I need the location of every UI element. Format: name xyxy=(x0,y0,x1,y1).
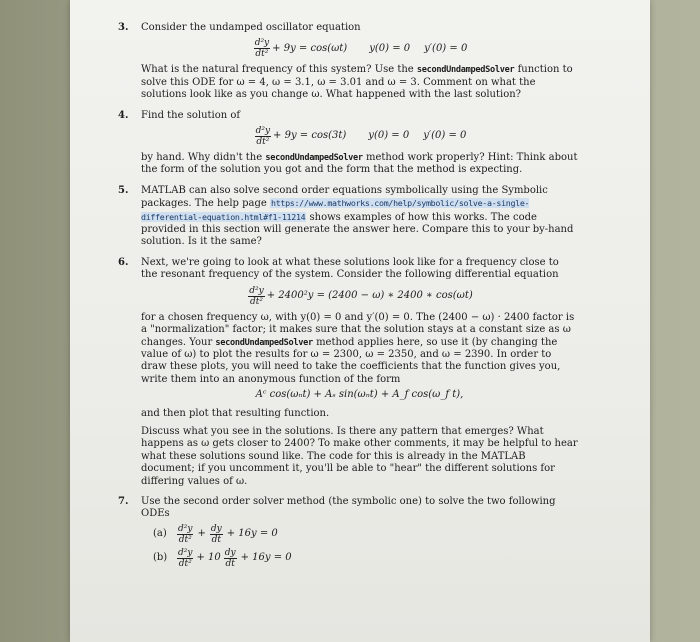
function-name: secondUndampedSolver xyxy=(416,65,515,76)
question-5 xyxy=(118,185,578,249)
question-body: What is the natural frequency of this system? Use the secondUndampedSolver function to solve this ODE for ω = 4, ω = 3.1, ω = 3.01 and ω = 3. Comment on what the solutions look like as you change ω. What happened with the last solution? xyxy=(141,64,573,101)
question-body: for a chosen frequency ω, with y(0) = 0 and y′(0) = 0. The (2400 − ω) · 2400 factor is a "normalization" factor; it makes sure that the solution stays at a constant size as ω changes. Your secondUndampedSolver method applies here, so use it (by changing the value of ω) to plot the results for ω = 2300, ω = 2350, and ω = 2390. In order to draw these plots, you will need to take the coefficients that the function gives you, write them into an anonymous function of the form xyxy=(141,311,575,385)
ode-b: (b) $\frac{\text{d²y}}{\text{dt²}}$ + 10 $\frac{dy}{dt}$ + 16y = 0 xyxy=(153,547,292,569)
ode-a: (a) $\frac{\text{d²y}}{\text{dt²}}$ + $\frac{dy}{dt}$ + 16y = 0 xyxy=(153,523,278,545)
question-intro: Consider the undamped oscillator equation xyxy=(141,22,361,33)
question-number: 5. xyxy=(118,184,129,196)
question-intro: Next, we're going to look at what these solutions look like for a frequency close to the resonant frequency of the system. Consider the following differential equation xyxy=(141,256,559,281)
function-name: secondUndampedSolver xyxy=(215,337,313,348)
function-name: secondUndampedSolver xyxy=(265,153,363,164)
question-number: 7. xyxy=(118,495,129,507)
help-page-link[interactable]: https://www.mathworks.com/help/symbolic/solve-a-single-differential-equation.html#f1-11214 xyxy=(141,198,530,222)
second-derivative: $\frac{\text{d²y}}{\text{dt²}}$ xyxy=(255,126,271,148)
question-3 xyxy=(118,22,578,102)
forced-equation: $\frac{\text{d²y}}{\text{dt²}}$ + 2400²y = (2400 − ω) ∗ 2400 ∗ cos(ωt) xyxy=(249,285,473,307)
question-6 xyxy=(118,257,578,488)
question-number: 4. xyxy=(118,109,129,121)
oscillator-equation: $\frac{\text{d²y}}{\text{dt²}}$ + 9y = cos(ωt) y(0) = 0 y′(0) = 0 xyxy=(254,38,468,60)
question-4 xyxy=(118,110,578,177)
initial-condition: y′(0) = 0 xyxy=(423,130,467,142)
initial-condition: y(0) = 0 xyxy=(368,130,410,142)
initial-condition: y(0) = 0 xyxy=(369,42,411,54)
question-number: 3. xyxy=(118,22,129,33)
solution-form: Aᶜ cos(ωₙt) + Aₛ sin(ωₙt) + A_f cos(ω_f t), xyxy=(255,389,464,401)
question-intro: Find the solution of xyxy=(141,109,241,121)
second-derivative: $\frac{\text{d²y}}{\text{dt²}}$ xyxy=(249,285,264,307)
initial-condition: y′(0) = 0 xyxy=(424,42,468,54)
question-intro: Use the second order solver method (the symbolic one) to solve the two following ODEs xyxy=(141,495,556,520)
second-derivative: $\frac{\text{d²y}}{\text{dt²}}$ xyxy=(254,38,270,60)
problem-set xyxy=(118,22,578,577)
question-body: and then plot that resulting function. xyxy=(141,407,330,419)
resonance-equation: $\frac{\text{d²y}}{\text{dt²}}$ + 9y = cos(3t) y(0) = 0 y′(0) = 0 xyxy=(255,126,467,148)
question-body: MATLAB can also solve second order equations symbolically using the Symbolic packages. The help page https://www.mathworks.com/help/symbolic/solve-a-single-differential-equation.html#f1-11214 shows examples of how this works. The code provided in this section will generate the answer here. Compare this to your by-hand solution. Is it the same? xyxy=(141,184,574,248)
question-body: by hand. Why didn't the secondUndampedSolver method work properly? Hint: Think about the form of the solution you got and the form that the method is expecting. xyxy=(141,152,578,176)
question-7 xyxy=(118,496,578,569)
question-discussion: Discuss what you see in the solutions. Is there any pattern that emerges? What happens as ω gets closer to 2400? To make other comments, it may be helpful to hear what these solutions sound like. The code for this is already in the MATLAB document; if you uncomment it, you'll be able to "hear" the different solutions for differing values of ω. xyxy=(141,425,578,487)
question-number: 6. xyxy=(118,256,129,268)
